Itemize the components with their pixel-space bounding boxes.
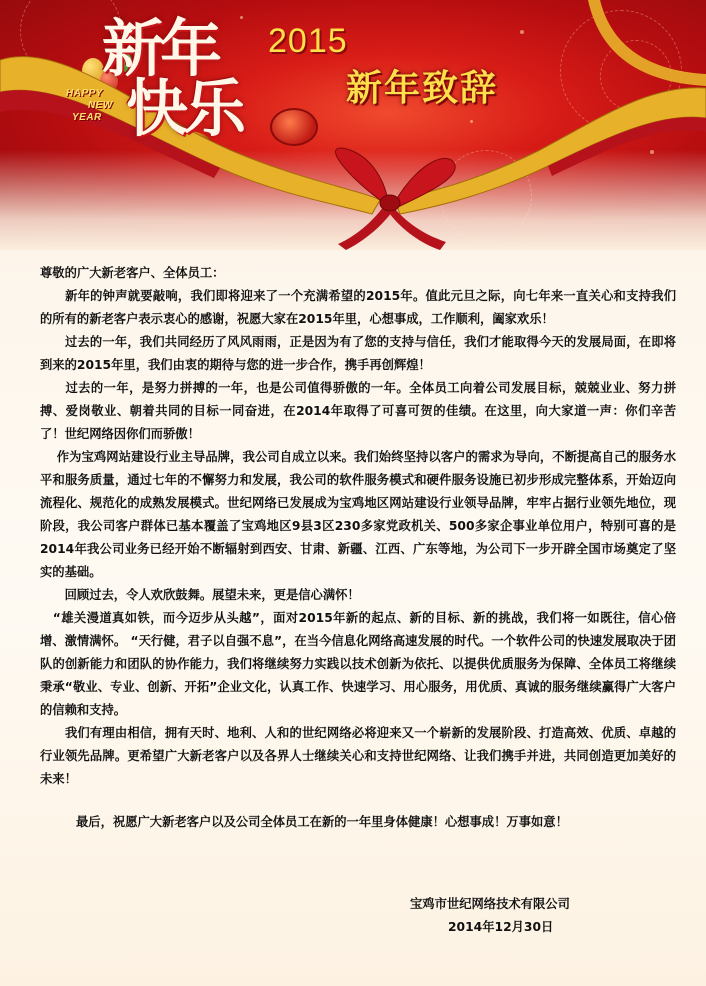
happy-word: HAPPY <box>66 88 103 99</box>
signature-block <box>410 893 650 939</box>
closing-wishes: 最后，祝愿广大新老客户以及公司全体员工在新的一年里身体健康！心想事成！万事如意！ <box>76 815 568 829</box>
new-word: NEW <box>88 100 113 111</box>
paragraph-new-year: 新年的钟声就要敲响，我们即将迎来了一个充满希望的2015年。值此元旦之际，向七年来一直关心和支持我们的所有的新老客户表示衷心的感谢，祝愿大家在2015年里，心想事成，工作顺利，阖家欢乐！ <box>40 289 676 326</box>
paragraph-review: 回顾过去，令人欢欣鼓舞。展望未来，更是信心满怀！ <box>40 588 360 602</box>
paragraph-company-profile: 作为宝鸡网站建设行业主导品牌，我公司自成立以来。我们始终坚持以客户的需求为导向，不断提高自己的服务水平和服务质量，通过七年的不懈努力和发展，我公司的软件服务模式和硬件服务设施已初步形成完整体系，开始迈向流程化、规范化的成熟发展模式。世纪网络已发展成为宝鸡地区网站建设行业领导品牌，牢牢占据行业领先地位，现阶段，我公司客户群体已基本覆盖了宝鸡地区9县3区230多家党政机关、500多家企事业单位用户，特别可喜的是2014年我公司业务已经开始不断辐射到西安、甘肃、新疆、江西、广东等地，为公司下一步开辟全国市场奠定了坚实的基础。 <box>40 450 676 579</box>
logo-line-1: 新年 <box>102 12 219 85</box>
paragraph-outlook: “雄关漫道真如铁，而今迈步从头越”，面对2015年新的起点、新的目标、新的挑战，我们将一如既往，信心倍增、激情满怀。 “天行健，君子以自强不息”，在当今信息化网络高速发展的时代。一个软件公司的快速发展取决于团队的创新能力和团队的协作能力，我们将继续努力实践以技术创新为依托、以提供优质服务为保障、全体员工将继续秉承“敬业、专业、创新、开拓”企业文化，认真工作、快速学习、用心服务，用优质、真诚的服务继续赢得广大客户的信赖和支持。 <box>40 611 676 717</box>
paragraph-confidence: 我们有理由相信，拥有天时、地利、人和的世纪网络必将迎来又一个崭新的发展阶段、打造高效、优质、卓越的行业领先品牌。更希望广大新老客户以及各界人士继续关心和支持世纪网络、让我们携手并进，共同创造更加美好的未来！ <box>40 726 676 786</box>
company-name: 宝鸡市世纪网络技术有限公司 <box>410 897 570 911</box>
paragraph-past-year-support: 过去的一年，我们共同经历了风风雨雨，正是因为有了您的支持与信任，我们才能取得今天的发展局面，在即将到来的2015年里，我们由衷的期待与您的进一步合作，携手再创辉煌！ <box>40 335 676 372</box>
happy-new-year-text <box>66 88 138 124</box>
paragraph-past-year-effort: 过去的一年，是努力拼搏的一年，也是公司值得骄傲的一年。全体员工向着公司发展目标，兢兢业业、努力拼搏、爱岗敬业、朝着共同的目标一同奋进，在2014年取得了可喜可贺的佳绩。在这里，向大家道一声：你们辛苦了！世纪网络因你们而骄傲！ <box>40 381 676 441</box>
letter-body <box>40 262 676 834</box>
year-word: YEAR <box>72 112 102 123</box>
page-title: 新年致辞 <box>346 67 499 109</box>
salutation: 尊敬的广大新老客户、全体员工： <box>40 266 225 280</box>
logo-line-2: 快乐 <box>126 72 243 145</box>
letter-date: 2014年12月30日 <box>448 920 554 934</box>
year-label: 2015 <box>268 22 348 60</box>
xinnian-kuaile-logo <box>102 12 282 148</box>
header-banner <box>0 0 706 250</box>
